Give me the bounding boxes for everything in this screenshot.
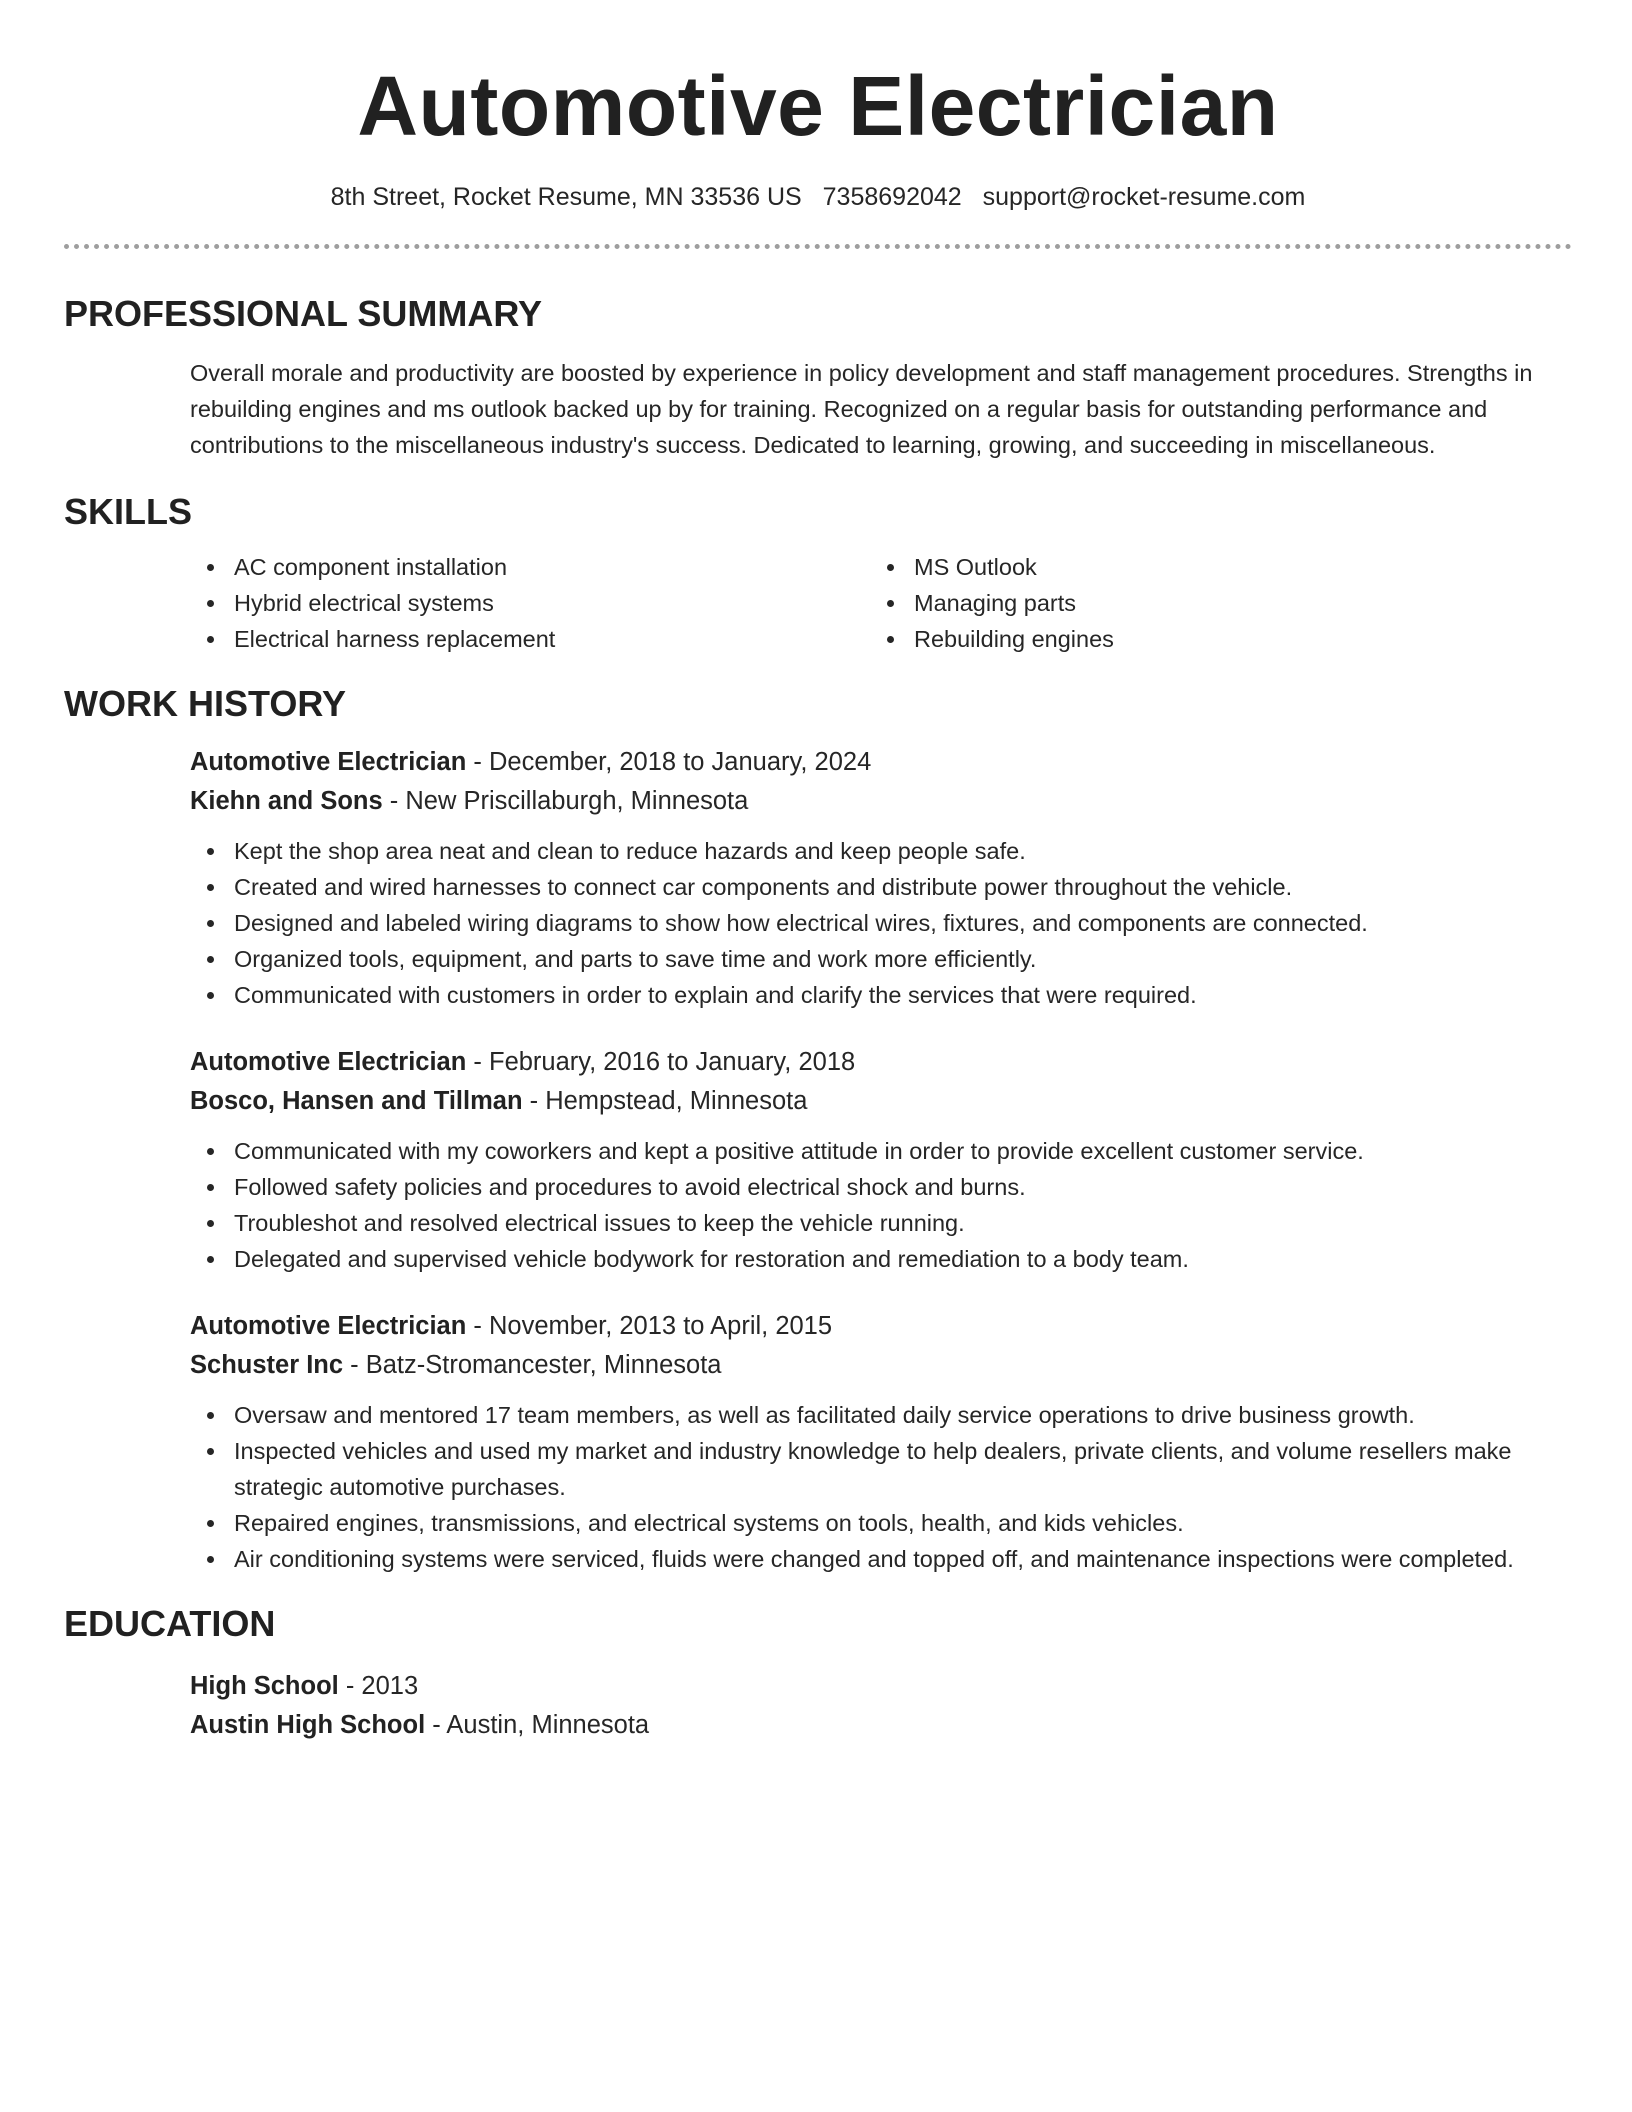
job-dates: - December, 2018 to January, 2024 bbox=[466, 748, 872, 776]
job-role: Automotive Electrician bbox=[190, 748, 467, 776]
job-company-line bbox=[190, 1082, 1572, 1121]
job-bullet: Communicated with my coworkers and kept a positive attitude in order to provide excellent customer service. bbox=[190, 1133, 1572, 1169]
contact-address: 8th Street, Rocket Resume, MN 33536 US bbox=[330, 183, 802, 211]
job-title-line bbox=[190, 1043, 1572, 1082]
job-company-line bbox=[190, 1346, 1572, 1385]
job-title-line bbox=[190, 743, 1572, 782]
skills-column-left bbox=[190, 549, 870, 657]
job-dates: - November, 2013 to April, 2015 bbox=[466, 1312, 833, 1340]
job-bullet: Inspected vehicles and used my market and industry knowledge to help dealers, private clients, and volume resellers make strategic automotive purchases. bbox=[190, 1433, 1572, 1505]
skill-item: MS Outlook bbox=[870, 549, 1550, 585]
job-bullet: Organized tools, equipment, and parts to save time and work more efficiently. bbox=[190, 941, 1572, 977]
job-bullets bbox=[190, 1133, 1572, 1277]
summary-text: Overall morale and productivity are boosted by experience in policy development and staff management procedures. Strengths in rebuilding engines and ms outlook backed up by for training. Recognized on a regular basis for outstanding performance and contributions to the miscellaneous industry's success. Dedicated to learning, growing, and succeeding in miscellaneous. bbox=[190, 360, 1533, 458]
job-dates: - February, 2016 to January, 2018 bbox=[466, 1048, 856, 1076]
skills-column-right bbox=[870, 549, 1550, 657]
summary-title: PROFESSIONAL SUMMARY bbox=[64, 293, 543, 334]
job-bullet: Air conditioning systems were serviced, fluids were changed and topped off, and maintenance inspections were completed. bbox=[190, 1541, 1572, 1577]
job-bullets bbox=[190, 1397, 1572, 1577]
skills-title: SKILLS bbox=[64, 491, 193, 532]
skill-item: AC component installation bbox=[190, 549, 870, 585]
resume-name: Automotive Electrician bbox=[357, 59, 1279, 153]
job-bullet: Followed safety policies and procedures to avoid electrical shock and burns. bbox=[190, 1169, 1572, 1205]
job-company: Bosco, Hansen and Tillman bbox=[190, 1087, 523, 1115]
education-entry bbox=[190, 1667, 1572, 1745]
job-bullet: Created and wired harnesses to connect car components and distribute power throughout the vehicle. bbox=[190, 869, 1572, 905]
job-location: - Batz-Stromancester, Minnesota bbox=[343, 1351, 722, 1379]
skills-list bbox=[190, 549, 1572, 657]
education-title: EDUCATION bbox=[64, 1603, 276, 1644]
education-degree: High School bbox=[190, 1672, 339, 1700]
job-bullet: Communicated with customers in order to explain and clarify the services that were required. bbox=[190, 977, 1572, 1013]
contact-phone: 7358692042 bbox=[822, 183, 962, 211]
job-bullet: Delegated and supervised vehicle bodywork for restoration and remediation to a body team. bbox=[190, 1241, 1572, 1277]
contact-email: support@rocket-resume.com bbox=[982, 183, 1306, 211]
skill-item: Hybrid electrical systems bbox=[190, 585, 870, 621]
job-role: Automotive Electrician bbox=[190, 1312, 467, 1340]
skill-item: Rebuilding engines bbox=[870, 621, 1550, 657]
education-school-line bbox=[190, 1706, 1572, 1745]
job-company: Schuster Inc bbox=[190, 1351, 344, 1379]
job-entry bbox=[190, 1307, 1572, 1577]
job-entry bbox=[190, 743, 1572, 1013]
job-location: - Hempstead, Minnesota bbox=[522, 1087, 808, 1115]
job-bullet: Designed and labeled wiring diagrams to show how electrical wires, fixtures, and components are connected. bbox=[190, 905, 1572, 941]
job-bullet: Oversaw and mentored 17 team members, as well as facilitated daily service operations to drive business growth. bbox=[190, 1397, 1572, 1433]
job-title-line bbox=[190, 1307, 1572, 1346]
skill-item: Managing parts bbox=[870, 585, 1550, 621]
job-bullet: Kept the shop area neat and clean to reduce hazards and keep people safe. bbox=[190, 833, 1572, 869]
job-role: Automotive Electrician bbox=[190, 1048, 467, 1076]
contact-line bbox=[64, 182, 1572, 212]
job-company: Kiehn and Sons bbox=[190, 787, 383, 815]
education-year: - 2013 bbox=[338, 1672, 419, 1700]
job-bullets bbox=[190, 833, 1572, 1013]
job-location: - New Priscillaburgh, Minnesota bbox=[382, 787, 749, 815]
job-bullet: Troubleshot and resolved electrical issues to keep the vehicle running. bbox=[190, 1205, 1572, 1241]
education-school: Austin High School bbox=[190, 1711, 426, 1739]
job-bullet: Repaired engines, transmissions, and electrical systems on tools, health, and kids vehicles. bbox=[190, 1505, 1572, 1541]
job-company-line bbox=[190, 782, 1572, 821]
resume-page bbox=[64, 0, 1572, 1745]
education-location: - Austin, Minnesota bbox=[425, 1711, 650, 1739]
work-history-title: WORK HISTORY bbox=[64, 683, 347, 724]
header-divider bbox=[64, 244, 1572, 249]
job-entry bbox=[190, 1043, 1572, 1277]
skill-item: Electrical harness replacement bbox=[190, 621, 870, 657]
education-degree-line bbox=[190, 1667, 1572, 1706]
